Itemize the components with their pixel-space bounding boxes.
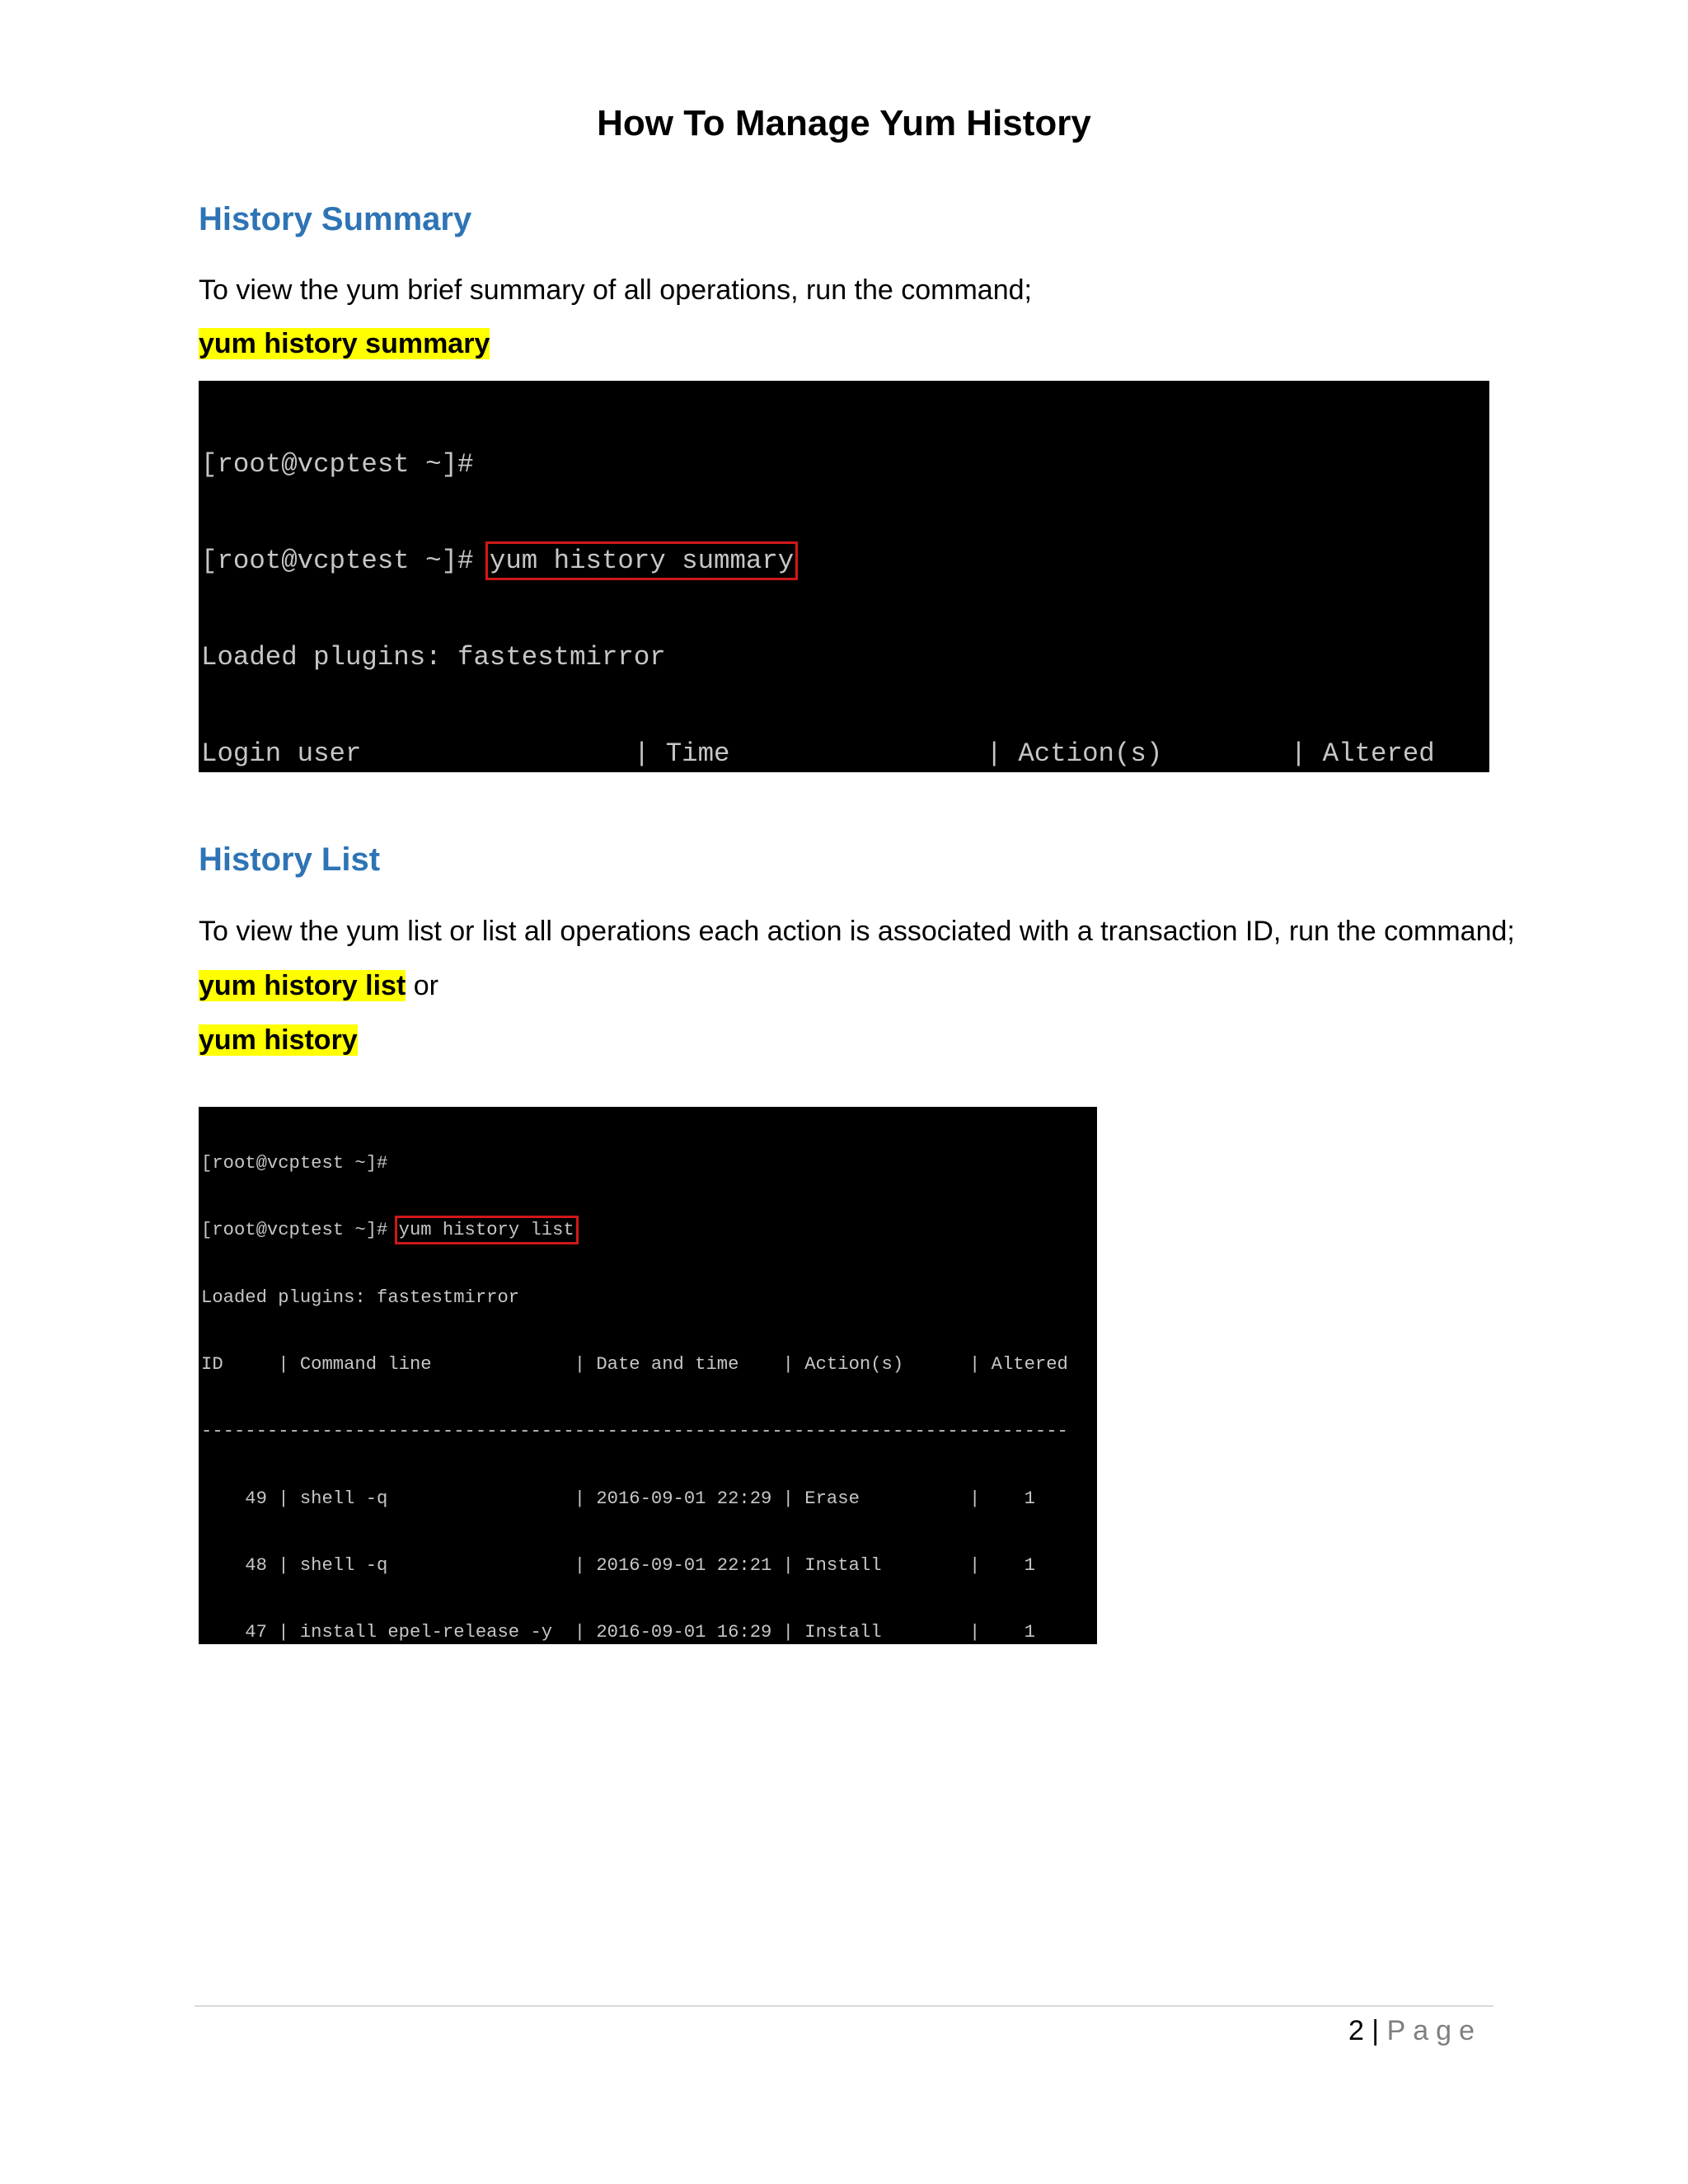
history-command-line	[199, 1020, 358, 1060]
summary-terminal-screenshot	[199, 381, 1489, 772]
history-command-highlight: yum history	[199, 1024, 358, 1056]
page-label: Page	[1386, 2015, 1482, 2046]
page-footer	[1348, 2011, 1482, 2050]
terminal-line: [root@vcptest ~]#	[201, 1153, 388, 1174]
terminal-command-line	[201, 1219, 1097, 1241]
terminal-line: [root@vcptest ~]#	[201, 449, 474, 480]
highlighted-command-box: yum history summary	[489, 546, 795, 576]
terminal-command-line	[201, 545, 1489, 577]
document-title: How To Manage Yum History	[597, 103, 1091, 143]
list-command-line	[199, 966, 438, 1005]
summary-command-highlight: yum history summary	[199, 328, 490, 359]
terminal-table-row: 48 | shell -q | 2016-09-01 22:21 | Install | 1	[201, 1554, 1035, 1576]
summary-intro-text: To view the yum brief summary of all operations, run the command;	[199, 274, 1032, 306]
terminal-line: Loaded plugins: fastestmirror	[201, 1286, 520, 1308]
terminal-table-header: ID | Command line | Date and time | Action(s) | Altered	[201, 1354, 1068, 1376]
footer-separator: |	[1363, 2015, 1387, 2046]
terminal-table-row: 47 | install epel-release -y | 2016-09-01 16:29 | Install | 1	[201, 1622, 1035, 1643]
or-text: or	[406, 970, 438, 1001]
terminal-prompt: [root@vcptest ~]#	[201, 1220, 399, 1241]
terminal-prompt: [root@vcptest ~]#	[201, 546, 490, 576]
summary-command-line	[199, 324, 490, 363]
list-intro-text: To view the yum list or list all operations each action is associated with a transaction ID, run the command;	[199, 916, 1515, 947]
terminal-separator: -------------------------------------------------------------------------------	[201, 1421, 1068, 1442]
footer-divider	[195, 2005, 1493, 2007]
terminal-table-header: Login user | Time | Action(s) | Altered	[201, 738, 1435, 769]
terminal-table-row: 49 | shell -q | 2016-09-01 22:29 | Erase | 1	[201, 1488, 1035, 1509]
list-terminal-screenshot	[199, 1107, 1097, 1644]
list-command-highlight: yum history list	[199, 970, 406, 1001]
history-list-heading: History List	[199, 841, 381, 878]
terminal-line: Loaded plugins: fastestmirror	[201, 642, 666, 673]
history-summary-heading: History Summary	[199, 201, 472, 237]
page-number: 2	[1348, 2015, 1364, 2046]
highlighted-command-box: yum history list	[398, 1220, 574, 1241]
